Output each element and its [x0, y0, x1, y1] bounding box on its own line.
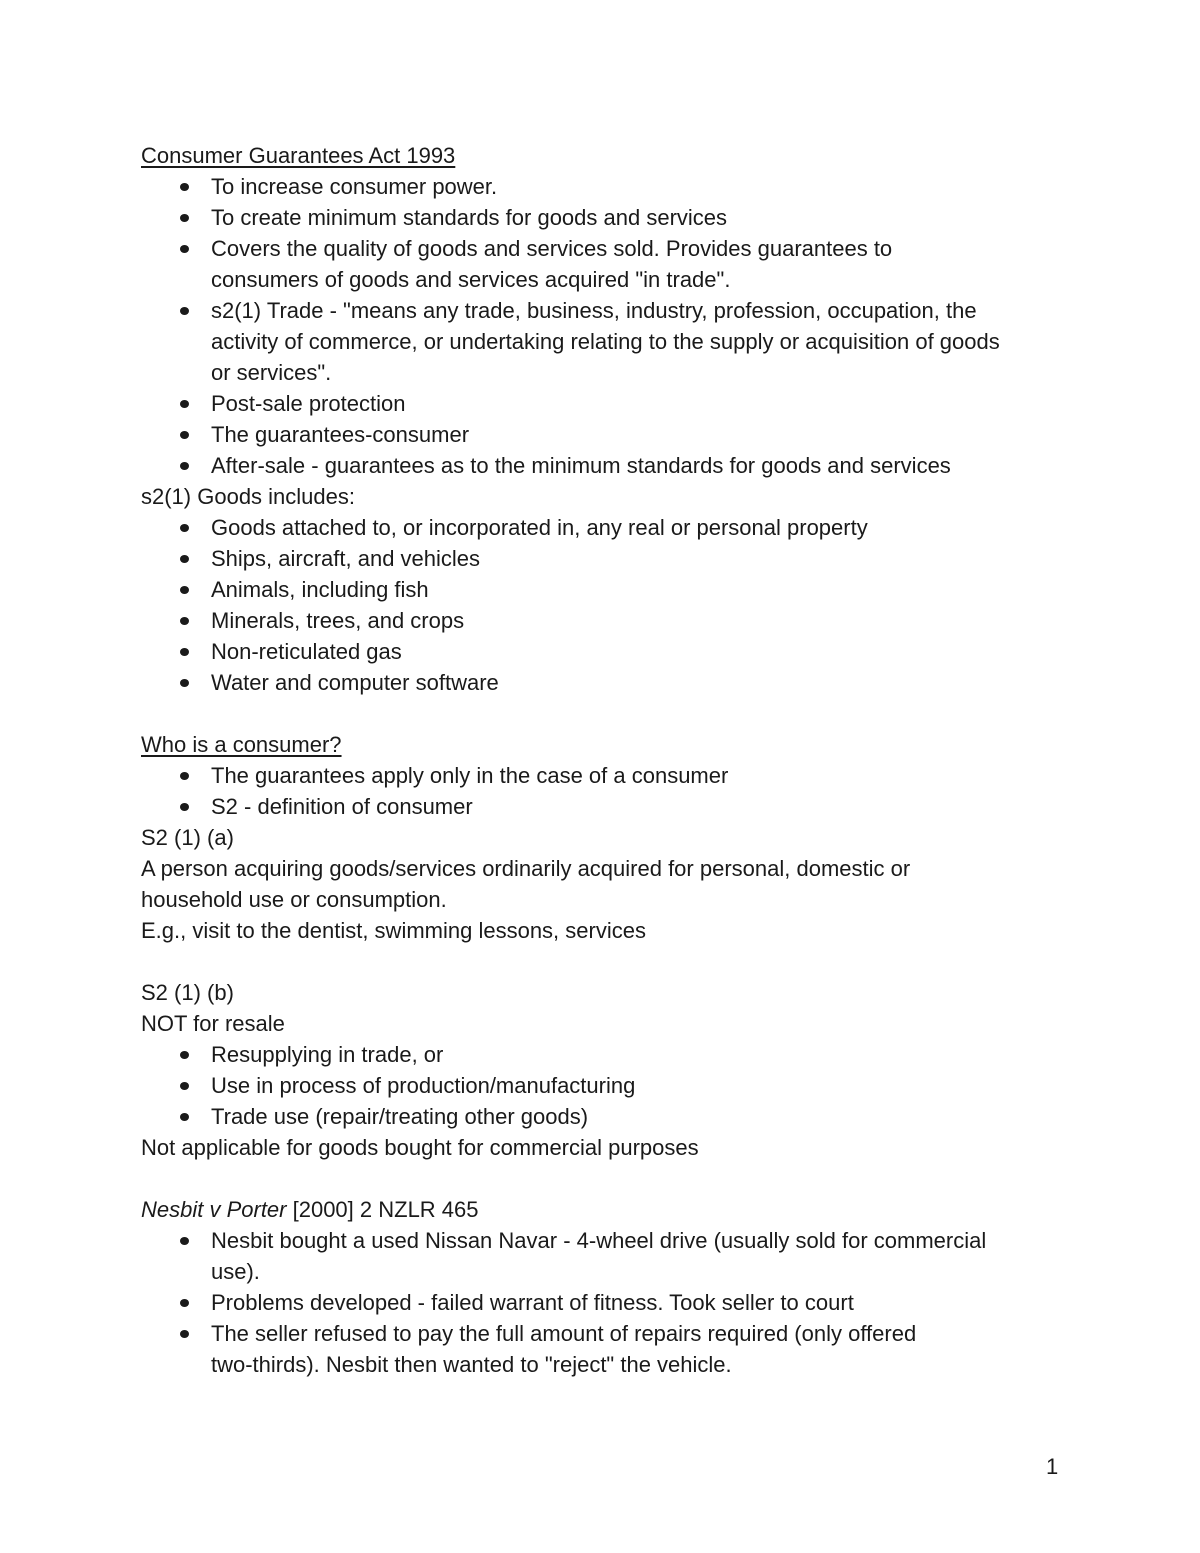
list-item: Animals, including fish	[141, 574, 1071, 605]
case-heading	[141, 1194, 1071, 1225]
bullet-icon	[180, 462, 189, 470]
list-item: To increase consumer power.	[141, 171, 1071, 202]
spacer	[141, 1163, 1071, 1194]
s2b-note: Not applicable for goods bought for commercial purposes	[141, 1135, 699, 1160]
bullet-icon	[180, 183, 189, 191]
s2a-definition-line-1: A person acquiring goods/services ordinarily acquired for personal, domestic or	[141, 856, 911, 881]
bullet-icon	[180, 245, 189, 253]
list-item: Covers the quality of goods and services sold. Provides guarantees to consumers of goods and services acquired "in trade".	[141, 233, 1071, 295]
list-item: To create minimum standards for goods and services	[141, 202, 1071, 233]
spacer	[141, 698, 1071, 729]
s2a-definition-line-2: household use or consumption.	[141, 887, 447, 912]
consumer-list	[141, 760, 1071, 822]
section-s2-1-a: S2 (1) (a)	[141, 825, 234, 850]
list-item: Nesbit bought a used Nissan Navar - 4-wheel drive (usually sold for commercial use).	[141, 1225, 1071, 1287]
list-item: s2(1) Trade - "means any trade, business, industry, profession, occupation, the activity of commerce, or undertaking relating to the supply or acquisition of goods or services".	[141, 295, 1071, 388]
bullet-icon	[180, 555, 189, 563]
list-item: Ships, aircraft, and vehicles	[141, 543, 1071, 574]
heading-who-is-consumer: Who is a consumer?	[141, 732, 342, 757]
spacer	[141, 946, 1071, 977]
list-item: The seller refused to pay the full amount of repairs required (only offered two-thirds). Nesbit then wanted to "reject" the vehicle.	[141, 1318, 1071, 1380]
bullet-icon	[180, 1237, 189, 1245]
list-item: S2 - definition of consumer	[141, 791, 1071, 822]
list-item: Resupplying in trade, or	[141, 1039, 1071, 1070]
bullet-icon	[180, 524, 189, 532]
list-item: Water and computer software	[141, 667, 1071, 698]
list-item: Trade use (repair/treating other goods)	[141, 1101, 1071, 1132]
list-item: The guarantees-consumer	[141, 419, 1071, 450]
list-item: Goods attached to, or incorporated in, any real or personal property	[141, 512, 1071, 543]
list-item: After-sale - guarantees as to the minimum standards for goods and services	[141, 450, 1071, 481]
bullet-icon	[180, 586, 189, 594]
s2a-example: E.g., visit to the dentist, swimming lessons, services	[141, 918, 646, 943]
act-purpose-list	[141, 171, 1071, 481]
case-citation: [2000] 2 NZLR 465	[286, 1197, 479, 1222]
list-item: The guarantees apply only in the case of a consumer	[141, 760, 1071, 791]
bullet-icon	[180, 1299, 189, 1307]
bullet-icon	[180, 400, 189, 408]
list-item: Non-reticulated gas	[141, 636, 1071, 667]
bullet-icon	[180, 772, 189, 780]
bullet-icon	[180, 1082, 189, 1090]
bullet-icon	[180, 803, 189, 811]
bullet-icon	[180, 679, 189, 687]
bullet-icon	[180, 648, 189, 656]
heading-consumer-guarantees-act: Consumer Guarantees Act 1993	[141, 143, 456, 168]
list-item: Minerals, trees, and crops	[141, 605, 1071, 636]
bullet-icon	[180, 431, 189, 439]
list-item: Post-sale protection	[141, 388, 1071, 419]
list-item: Use in process of production/manufacturing	[141, 1070, 1071, 1101]
case-name: Nesbit v Porter	[141, 1197, 287, 1222]
document-body	[141, 140, 1071, 1380]
bullet-icon	[180, 307, 189, 315]
bullet-icon	[180, 617, 189, 625]
s2b-not-for-resale: NOT for resale	[141, 1011, 285, 1036]
bullet-icon	[180, 1051, 189, 1059]
page-number: 1	[1046, 1454, 1059, 1479]
section-s2-1-b: S2 (1) (b)	[141, 980, 234, 1005]
goods-list	[141, 512, 1071, 698]
bullet-icon	[180, 214, 189, 222]
bullet-icon	[180, 1330, 189, 1338]
heading-goods-includes: s2(1) Goods includes:	[141, 484, 355, 509]
list-item: Problems developed - failed warrant of fitness. Took seller to court	[141, 1287, 1071, 1318]
case-list	[141, 1225, 1071, 1380]
bullet-icon	[180, 1113, 189, 1121]
s2b-list	[141, 1039, 1071, 1132]
